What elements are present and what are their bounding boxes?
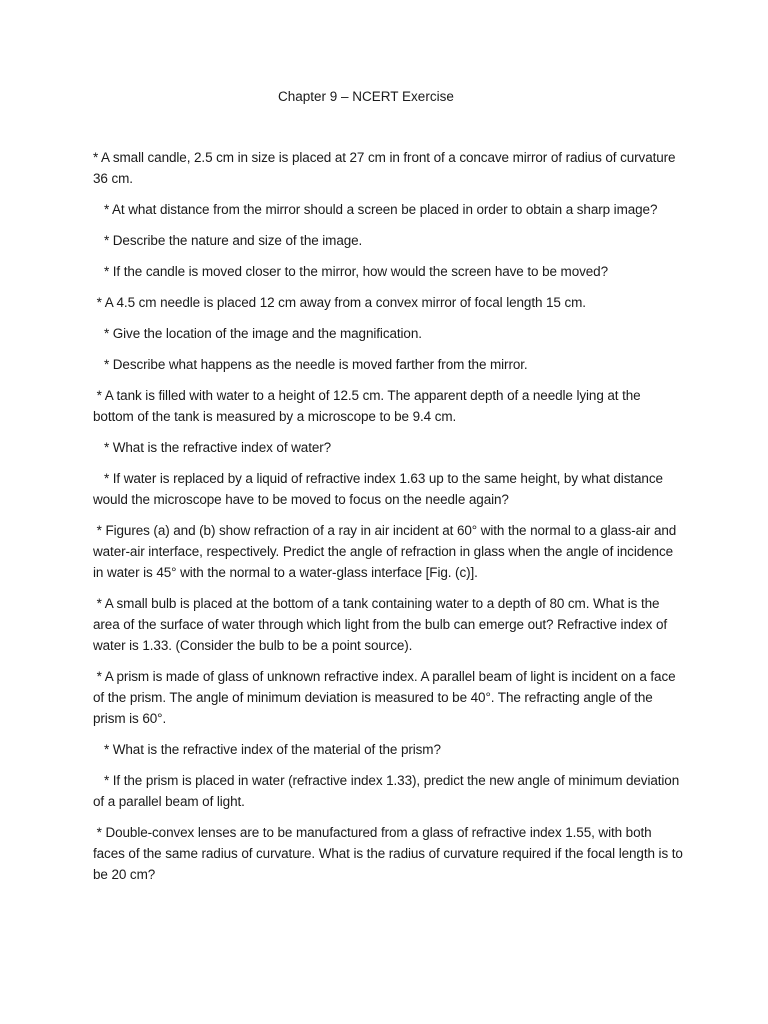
question-paragraph: * A small bulb is placed at the bottom of a tank containing water to a depth of 80 cm. What is the area of the surface of water through which light from the bulb can emerge out? Refractive index of water is 1.33. (Consider the bulb to be a point source). xyxy=(93,596,671,653)
question-paragraph: * What is the refractive index of the material of the prism? xyxy=(93,742,441,757)
question-paragraph: * Give the location of the image and the magnification. xyxy=(93,326,422,341)
question-paragraph: * What is the refractive index of water? xyxy=(93,440,332,455)
question-paragraph: * Describe what happens as the needle is moved farther from the mirror. xyxy=(93,357,528,372)
question-paragraph: * If the candle is moved closer to the mirror, how would the screen have to be moved? xyxy=(93,264,608,279)
question-paragraph: * If water is replaced by a liquid of refractive index 1.63 up to the same height, by what distance would the microscope have to be moved to focus on the needle again? xyxy=(93,471,667,507)
question-paragraph: * A prism is made of glass of unknown refractive index. A parallel beam of light is incident on a face of the prism. The angle of minimum deviation is measured to be 40°. The refracting angle of the prism is 60°. xyxy=(93,669,680,726)
question-paragraph: * Figures (a) and (b) show refraction of a ray in air incident at 60° with the normal to a glass-air and water-air interface, respectively. Predict the angle of refraction in glass when the angle of incidence in water is 45° with the normal to a water-glass interface [Fig. (c)]. xyxy=(93,523,680,580)
exercise-list xyxy=(93,147,687,895)
question-paragraph: * Describe the nature and size of the image. xyxy=(93,233,363,248)
question-paragraph: * At what distance from the mirror should a screen be placed in order to obtain a sharp image? xyxy=(93,202,658,217)
question-paragraph: * A 4.5 cm needle is placed 12 cm away from a convex mirror of focal length 15 cm. xyxy=(93,295,586,310)
question-paragraph: * A tank is filled with water to a height of 12.5 cm. The apparent depth of a needle lying at the bottom of the tank is measured by a microscope to be 9.4 cm. xyxy=(93,388,645,424)
page-title: Chapter 9 – NCERT Exercise xyxy=(278,89,454,104)
question-paragraph: * Double-convex lenses are to be manufactured from a glass of refractive index 1.55, with both faces of the same radius of curvature. What is the radius of curvature required if the focal length is to be 20 cm? xyxy=(93,825,687,882)
question-paragraph: * If the prism is placed in water (refractive index 1.33), predict the new angle of minimum deviation of a parallel beam of light. xyxy=(93,773,683,809)
question-paragraph: * A small candle, 2.5 cm in size is placed at 27 cm in front of a concave mirror of radius of curvature 36 cm. xyxy=(93,150,680,186)
